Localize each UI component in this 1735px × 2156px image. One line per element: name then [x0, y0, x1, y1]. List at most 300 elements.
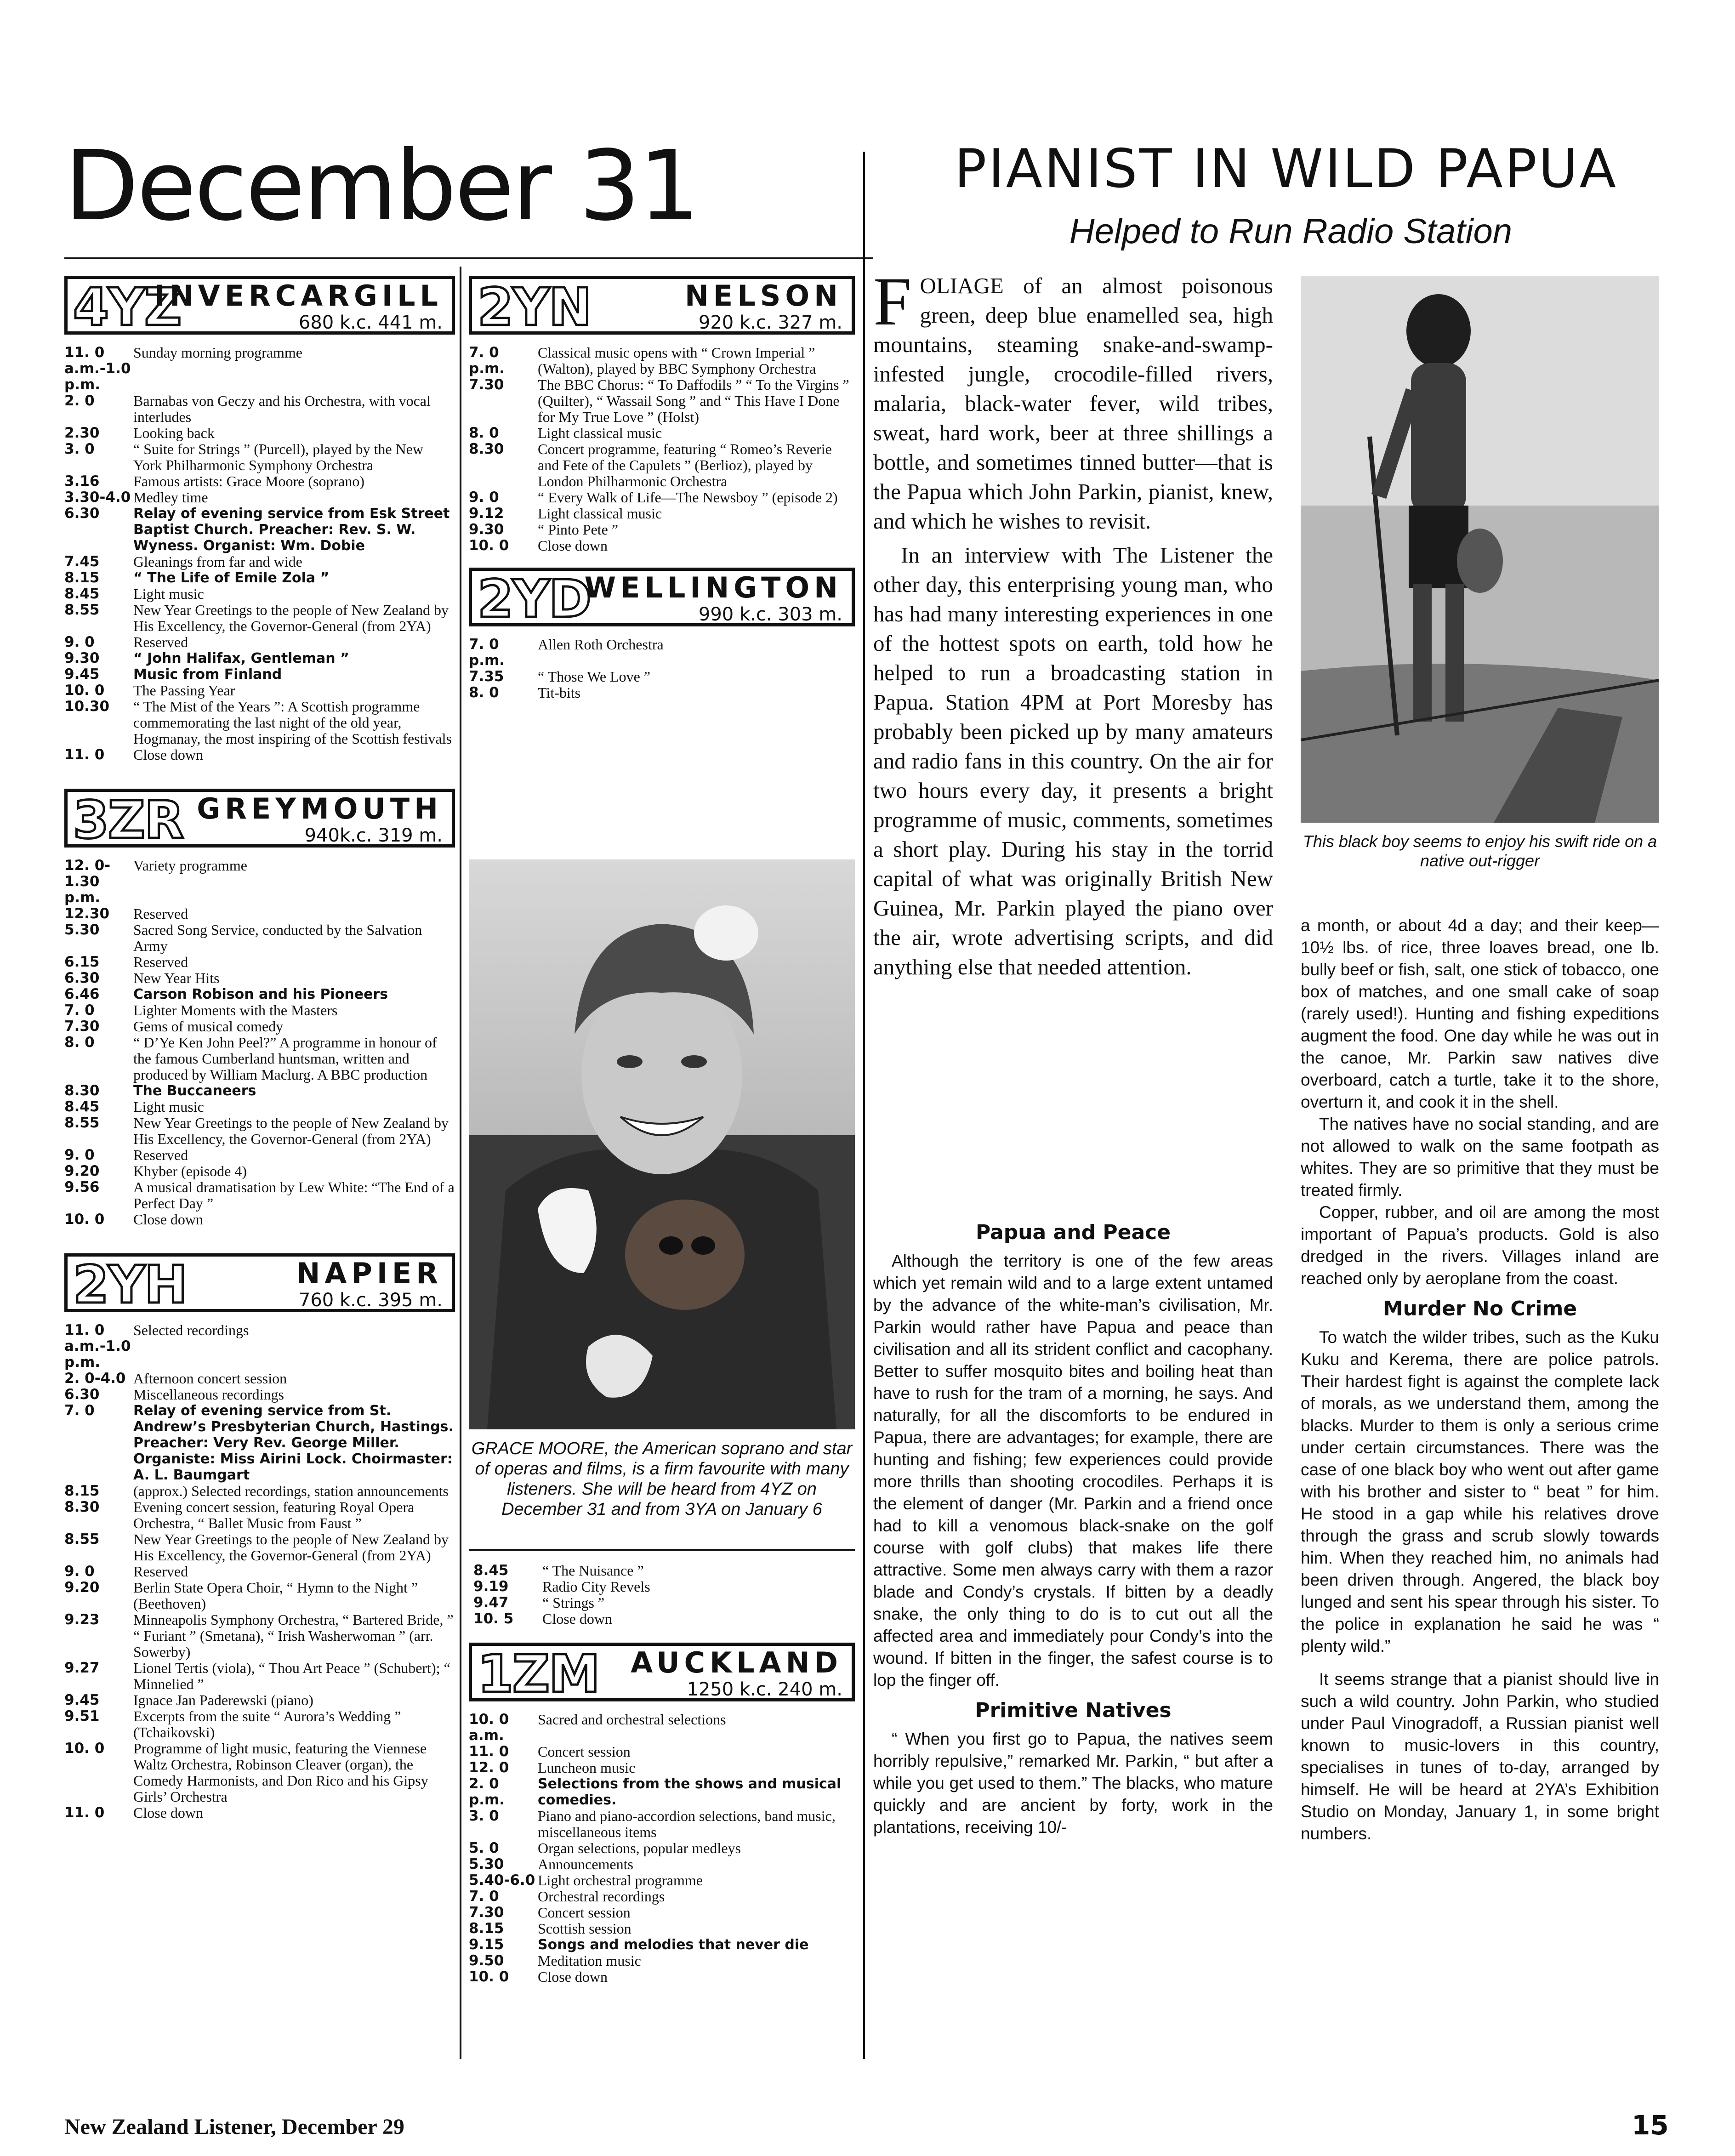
- schedule-time: 12. 0-1.30 p.m.: [64, 857, 111, 906]
- schedule-time: 11. 0: [469, 1743, 509, 1760]
- subheading-murder-no-crime: Murder No Crime: [1382, 1297, 1577, 1320]
- schedule-row: [469, 441, 855, 489]
- station-header-2yd: [469, 568, 855, 629]
- schedule-time: 8.15: [64, 1483, 100, 1499]
- schedule-row: [64, 1002, 455, 1018]
- schedule-item: Close down: [538, 537, 608, 554]
- schedule-time: 5. 0: [469, 1840, 499, 1856]
- schedule-row: [64, 1564, 455, 1580]
- schedule-time: 12. 0: [469, 1759, 509, 1776]
- schedule-row: [473, 1579, 844, 1595]
- schedule-item: “ The Life of Emile Zola ”: [133, 570, 330, 586]
- schedule-row: [64, 986, 455, 1002]
- schedule-time: 3. 0: [64, 441, 95, 457]
- grace-moore-photo-image: [469, 859, 855, 1429]
- schedule-row: [64, 954, 455, 970]
- schedule-time: 7. 0 p.m.: [469, 636, 505, 669]
- schedule-item: Close down: [542, 1610, 612, 1627]
- schedule-row: [64, 1741, 455, 1805]
- station-header-3zr: [64, 789, 455, 848]
- schedule-row: [64, 602, 455, 634]
- schedule-item: Reserved: [133, 905, 188, 922]
- schedule-item: Sunday morning programme: [133, 344, 302, 361]
- schedule-time: 8.30: [64, 1082, 100, 1099]
- schedule-item: Looking back: [133, 425, 215, 441]
- schedule-item: Allen Roth Orchestra: [538, 636, 664, 653]
- schedule-3zr: [64, 858, 455, 1228]
- schedule-time: 6.30: [64, 970, 100, 986]
- schedule-time: 6.30: [64, 505, 100, 522]
- frequency: 1250 k.c. 240 m.: [687, 1679, 842, 1700]
- schedule-time: 9.30: [469, 521, 504, 538]
- schedule-row: [469, 1889, 855, 1905]
- schedule-time: 8.55: [64, 1115, 100, 1131]
- schedule-time: 10. 0: [64, 1740, 105, 1757]
- article-headline: PIANIST IN WILD PAPUA: [954, 138, 1618, 200]
- schedule-item: Radio City Revels: [542, 1578, 650, 1595]
- schedule-row: [64, 970, 455, 986]
- schedule-item: Orchestral recordings: [538, 1888, 665, 1905]
- schedule-row: [469, 377, 855, 425]
- station-2yn: [469, 276, 855, 554]
- lead-paragraph-1: OLIAGE of an almost poisonous green, deep blue enamelled sea, high mountains, steaming snake-and-swamp-infested jungle, crocodile-filled rivers, malaria, black-water fever, wild tribes, sweat, hard work, beer at three shillings a bottle, and sometimes tinned butter—that is the Papua which John Parkin, pianist, knew, and which he wishes to revisit.: [873, 273, 1273, 534]
- schedule-item: Light classical music: [538, 505, 662, 522]
- paragraph-murder: To watch the wilder tribes, such as the Kuku Kuku and Kerema, there are police patrols. Their hardest fight is against the complete lack of morals, as we understand them, among the blacks. Murder to them is only a serious crime under certain circumstances. There was the case of one black boy who went out after game with his brother and sister to “ beat ” for him. He stood in a gap while his relatives drove through the grass and scrub slowly towards him. When they reached him, no animals had been driven through. Angered, the black boy lunged and sent his spear through his sister. To the police in explanation he said he was “ plenty wild.”: [1301, 1328, 1659, 1655]
- schedule-row: [64, 1322, 455, 1371]
- schedule-time: 9. 0: [64, 634, 95, 650]
- paragraph-continued-2: The natives have no social standing, and are not allowed to walk on the same footpath as whites. They are so primitive that they must be treated firmly.: [1301, 1115, 1659, 1200]
- schedule-time: 9.30: [64, 650, 100, 666]
- frequency: 920 k.c. 327 m.: [698, 312, 842, 333]
- schedule-item: Programme of light music, featuring the Viennese Waltz Orchestra, Robinson Cleaver (organ), the Comedy Harmonists, and Don Rico and his Gipsy Girls’ Orchestra: [133, 1740, 428, 1805]
- schedule-time: 9.47: [473, 1594, 509, 1611]
- station-header-1zm: [469, 1643, 855, 1704]
- schedule-item: Scottish session: [538, 1920, 631, 1937]
- schedule-item: Light music: [133, 1098, 204, 1115]
- schedule-time: 7. 0: [64, 1402, 95, 1419]
- station-2yh: [64, 1253, 455, 1821]
- schedule-time: 3. 0: [469, 1808, 499, 1824]
- schedule-item: Reserved: [133, 1563, 188, 1580]
- schedule-time: 6.15: [64, 954, 100, 970]
- grace-moore-photo: [469, 859, 855, 1429]
- schedule-item: Songs and melodies that never die: [538, 1937, 809, 1953]
- schedule-item: Close down: [133, 746, 203, 763]
- schedule-item: New Year Greetings to the people of New Zealand by His Excellency, the Governor-General (from 2YA): [133, 602, 449, 634]
- schedule-row: [64, 570, 455, 586]
- call-sign: 2YN: [478, 278, 591, 337]
- city-name: GREYMOUTH: [197, 792, 443, 825]
- schedule-row: [469, 1808, 855, 1840]
- call-sign: 1ZM: [478, 1644, 599, 1704]
- schedule-time: 9.51: [64, 1708, 100, 1724]
- schedule-time: 7.45: [64, 553, 100, 570]
- paragraph-natives: “ When you first go to Papua, the natives seem horribly repulsive,” remarked Mr. Parkin, “ but after a while you get used to them.” The blacks, who mature quickly and are ancient by forty, work in the plantations, receiving 10/-: [873, 1729, 1273, 1837]
- schedule-row: [473, 1595, 844, 1611]
- schedule-item: Announcements: [538, 1856, 633, 1872]
- schedule-item: Ignace Jan Paderewski (piano): [133, 1692, 313, 1708]
- schedule-time: 8.15: [64, 569, 100, 586]
- schedule-time: 9.27: [64, 1660, 100, 1676]
- schedule-item: (approx.) Selected recordings, station announcements: [133, 1483, 449, 1499]
- schedule-item: Luncheon music: [538, 1759, 636, 1776]
- schedule-item: Variety programme: [133, 857, 247, 874]
- column-1: [64, 276, 455, 1847]
- schedule-item: Music from Finland: [133, 666, 282, 683]
- schedule-item: “ John Halifax, Gentleman ”: [133, 650, 349, 666]
- schedule-time: 3.16: [64, 473, 100, 489]
- schedule-item: The Passing Year: [133, 682, 235, 699]
- schedule-row: [64, 1708, 455, 1741]
- schedule-row: [469, 1937, 855, 1953]
- schedule-time: 9. 0: [469, 489, 499, 506]
- schedule-time: 9.20: [64, 1163, 100, 1179]
- schedule-row: [64, 650, 455, 666]
- article-subhead: Helped to Run Radio Station: [1069, 212, 1512, 251]
- call-sign: 4YZ: [73, 278, 181, 337]
- schedule-time: 9.23: [64, 1611, 100, 1628]
- schedule-time: 11. 0: [64, 1804, 105, 1821]
- schedule-time: 9. 0: [64, 1147, 95, 1163]
- call-sign: 2YH: [73, 1255, 187, 1315]
- schedule-row: [64, 906, 455, 922]
- schedule-row: [64, 1099, 455, 1115]
- schedule-row: [64, 1115, 455, 1147]
- schedule-item: The BBC Chorus: “ To Daffodils ” “ To the Virgins ” (Quilter), “ Wassail Song ” and “ This Have I Done for My True Love ” (Holst): [538, 376, 849, 425]
- schedule-row: [469, 425, 855, 441]
- schedule-time: 7. 0: [64, 1002, 95, 1018]
- photo-caption: GRACE MOORE, the American soprano and star of operas and films, is a firm favourite with many listeners. She will be heard from 4YZ on December 31 and from 3YA on January 6: [471, 1439, 853, 1519]
- station-header-2yn: [469, 276, 855, 335]
- schedule-time: 11. 0 a.m.-1.0 p.m.: [64, 1322, 131, 1371]
- schedule-time: 9.45: [64, 1692, 100, 1708]
- column-2-bottom: [469, 1549, 855, 2011]
- city-name: AUCKLAND: [631, 1646, 842, 1679]
- schedule-item: Famous artists: Grace Moore (soprano): [133, 473, 364, 489]
- schedule-item: Close down: [133, 1804, 203, 1821]
- schedule-item: Selections from the shows and musical comedies.: [538, 1776, 842, 1808]
- schedule-time: 7.30: [469, 1904, 504, 1921]
- schedule-time: 6.46: [64, 986, 100, 1002]
- schedule-time: 7.30: [64, 1018, 100, 1035]
- page-date-heading: December 31: [64, 130, 698, 242]
- schedule-row: [64, 473, 455, 489]
- schedule-time: 12.30: [64, 905, 110, 922]
- schedule-row: [64, 1147, 455, 1163]
- schedule-time: 5.40-6.0: [469, 1872, 535, 1889]
- schedule-item: “ Every Walk of Life—The Newsboy ” (episode 2): [538, 489, 838, 506]
- schedule-row: [64, 1403, 455, 1483]
- schedule-time: 9. 0: [64, 1563, 95, 1580]
- schedule-row: [64, 1018, 455, 1035]
- schedule-item: Excerpts from the suite “ Aurora’s Wedding ” (Tchaikovski): [133, 1708, 401, 1741]
- schedule-row: [469, 669, 855, 685]
- schedule-row: [469, 1840, 855, 1856]
- schedule-2yh: [64, 1322, 455, 1821]
- schedule-time: 9.56: [64, 1179, 100, 1195]
- schedule-row: [64, 1660, 455, 1692]
- station-header-2yh: [64, 1253, 455, 1315]
- city-name: INVERCARGILL: [154, 279, 443, 313]
- schedule-row: [64, 1035, 455, 1083]
- schedule-time: 10. 0: [469, 537, 509, 554]
- schedule-time: 8. 0: [469, 425, 499, 441]
- schedule-2yn: [469, 345, 855, 554]
- native-boy-photo-image: [1301, 276, 1659, 823]
- paragraph-continued-3: Copper, rubber, and oil are among the most important of Papua’s products. Gold is also dredged in the rivers. Villages inland are reached only by aeroplane from the coast.: [1301, 1203, 1659, 1288]
- schedule-time: 5.30: [469, 1856, 504, 1872]
- schedule-time: 10. 5: [473, 1610, 514, 1627]
- caption-rule: [469, 1549, 855, 1551]
- native-boy-caption: This black boy seems to enjoy his swift ride on a native out-rigger: [1303, 832, 1657, 870]
- schedule-item: Medley time: [133, 489, 208, 506]
- schedule-item: New Year Hits: [133, 970, 220, 986]
- schedule-item: Meditation music: [538, 1952, 641, 1969]
- schedule-time: 2. 0-4.0: [64, 1370, 126, 1387]
- schedule-row: [469, 685, 855, 701]
- schedule-time: 7.35: [469, 668, 504, 685]
- schedule-time: 10. 0: [469, 1968, 509, 1985]
- column-rule-2: [863, 152, 865, 2059]
- schedule-time: 6.30: [64, 1386, 100, 1403]
- schedule-time: 7. 0: [469, 1888, 499, 1905]
- schedule-time: 7. 0 p.m.: [469, 344, 505, 377]
- schedule-item: Light classical music: [538, 425, 662, 441]
- schedule-row: [64, 747, 455, 763]
- schedule-time: 9.12: [469, 505, 504, 522]
- native-boy-photo: [1301, 276, 1659, 823]
- city-name: NELSON: [685, 279, 842, 313]
- article-column-4: [1301, 915, 1659, 1845]
- schedule-item: Barnabas von Geczy and his Orchestra, with vocal interludes: [133, 393, 431, 425]
- schedule-row: [64, 506, 455, 554]
- schedule-row: [469, 1744, 855, 1760]
- schedule-item: New Year Greetings to the people of New Zealand by His Excellency, the Governor-General (from 2YA): [133, 1115, 449, 1147]
- schedule-time: 8. 0: [469, 684, 499, 701]
- schedule-row: [469, 1856, 855, 1872]
- schedule-item: New Year Greetings to the people of New Zealand by His Excellency, the Governor-General (from 2YA): [133, 1531, 449, 1564]
- schedule-row: [64, 1483, 455, 1499]
- schedule-time: 8.15: [469, 1920, 504, 1937]
- schedule-row: [64, 345, 455, 393]
- schedule-item: Sacred Song Service, conducted by the Salvation Army: [133, 922, 422, 954]
- schedule-row: [64, 922, 455, 954]
- schedule-item: “ D’Ye Ken John Peel?” A programme in honour of the famous Cumberland huntsman, written and produced by William Maclurg. A BBC production: [133, 1034, 437, 1083]
- station-header-4yz: [64, 276, 455, 335]
- schedule-row: [469, 506, 855, 522]
- schedule-2yd-continued: [473, 1563, 844, 1627]
- schedule-row: [469, 1872, 855, 1889]
- schedule-time: 2.30: [64, 425, 100, 441]
- schedule-item: Selected recordings: [133, 1322, 249, 1338]
- schedule-time: 8.30: [469, 441, 504, 457]
- frequency: 940k.c. 319 m.: [304, 825, 443, 846]
- schedule-row: [64, 1083, 455, 1099]
- station-4yz: [64, 276, 455, 763]
- drop-cap: F: [873, 263, 912, 340]
- schedule-row: [64, 1371, 455, 1387]
- schedule-item: Gleanings from far and wide: [133, 553, 302, 570]
- schedule-row: [469, 1776, 855, 1808]
- footer-masthead: New Zealand Listener, December 29: [64, 2115, 404, 2139]
- schedule-row: [64, 683, 455, 699]
- schedule-time: 9.20: [64, 1579, 100, 1596]
- lead-paragraph-2: In an interview with The Listener the other day, this enterprising young man, who has had many interesting experiences in one of the hottest spots on earth, told how he helped to run a broadcasting station in Papua. Station 4PM at Port Moresby has probably been picked up by many amateurs and radio fans in this country. On the air for two hours every day, it presents a bright programme of music, comments, sometimes a short play. During his stay in the torrid capital of what was originally British New Guinea, Mr. Parkin played the piano over the air, wrote advertising scripts, and did anything else that needed attention.: [873, 542, 1273, 979]
- schedule-time: 10. 0: [64, 682, 105, 699]
- schedule-item: Close down: [538, 1968, 608, 1985]
- schedule-row: [64, 586, 455, 602]
- schedule-row: [64, 858, 455, 906]
- schedule-item: Organ selections, popular medleys: [538, 1840, 741, 1856]
- schedule-4yz: [64, 345, 455, 763]
- schedule-item: “ Strings ”: [542, 1594, 605, 1611]
- schedule-time: 3.30-4.0: [64, 489, 131, 506]
- schedule-item: “ The Nuisance ”: [542, 1562, 644, 1579]
- schedule-row: [64, 699, 455, 747]
- schedule-row: [64, 1580, 455, 1612]
- schedule-time: 8.55: [64, 1531, 100, 1547]
- schedule-item: “ The Mist of the Years ”: A Scottish programme commemorating the last night of the old year, Hogmanay, the most inspiring of the Scottish festivals: [133, 698, 452, 747]
- paragraph-continued-1: a month, or about 4d a day; and their keep—10½ lbs. of rice, three loaves bread, one lb. bully beef or fish, salt, one stick of tobacco, one box of matches, and one small cake of soap (rarely used!). Hunting and fishing expeditions augment the food. One day while he was out in the canoe, Mr. Parkin saw natives dive overboard, catch a turtle, take it to the shore, overturn it, and cook it in the shell.: [1301, 916, 1659, 1111]
- column-2-top: [469, 276, 855, 727]
- subheading-primitive-natives: Primitive Natives: [975, 1699, 1172, 1722]
- schedule-row: [64, 1387, 455, 1403]
- schedule-row: [64, 1692, 455, 1708]
- schedule-row: [64, 1612, 455, 1660]
- schedule-item: Berlin State Opera Choir, “ Hymn to the Night ” (Beethoven): [133, 1579, 418, 1612]
- schedule-row: [64, 666, 455, 683]
- schedule-item: Carson Robison and his Pioneers: [133, 986, 388, 1002]
- schedule-time: 9.19: [473, 1578, 509, 1595]
- schedule-time: 8.55: [64, 602, 100, 618]
- paragraph-peace: Although the territory is one of the few areas which yet remain wild and to a large extent untamed by the advance of the white-man’s civilisation, Mr. Parkin would rather have Papua and peace than civilisation and all its strident conflict and cacophany. Better to suffer mosquito bites and boiling heat than have to rush for the tram of a morning, he says. And naturally, for all the discomforts to be endured in Papua, there are advantages; for example, there are hunting and fishing; few experiences could provide more thrills than shooting crocodiles. Perhaps it is the element of danger (Mr. Parkin and a friend once had to kill a venomous black-snake on the golf course with golf clubs) that makes life there attractive. Some men always carry with them a razor blade and Condy’s crystals. If bitten by a deadly snake, the only thing to do is to cut out all the affected area and immediately pour Condy’s into the wound. If bitten in the finger, the safest course is to lop the finger off.: [873, 1252, 1273, 1690]
- schedule-item: Lighter Moments with the Masters: [133, 1002, 338, 1018]
- schedule-time: 7.30: [469, 376, 504, 393]
- top-rule: [64, 257, 873, 259]
- schedule-2yd: [469, 637, 855, 701]
- schedule-row: [469, 489, 855, 506]
- schedule-row: [469, 637, 855, 669]
- schedule-item: The Buccaneers: [133, 1083, 256, 1099]
- frequency: 760 k.c. 395 m.: [298, 1290, 443, 1311]
- schedule-time: 9.45: [64, 666, 100, 683]
- schedule-item: A musical dramatisation by Lew White: “The End of a Perfect Day ”: [133, 1179, 455, 1212]
- schedule-item: Lionel Tertis (viola), “ Thou Art Peace ” (Schubert); “ Minnelied ”: [133, 1660, 450, 1692]
- schedule-time: 9.15: [469, 1936, 504, 1953]
- schedule-item: Minneapolis Symphony Orchestra, “ Bartered Bride, ” “ Furiant ” (Smetana), “ Irish Washerwoman ” (arr. Sowerby): [133, 1611, 454, 1660]
- schedule-row: [64, 1212, 455, 1228]
- schedule-time: 9.50: [469, 1952, 504, 1969]
- schedule-item: Reserved: [133, 634, 188, 650]
- schedule-item: Reserved: [133, 954, 188, 970]
- city-name: WELLINGTON: [584, 571, 842, 604]
- schedule-item: Light music: [133, 586, 204, 602]
- schedule-item: Concert session: [538, 1904, 631, 1921]
- schedule-row: [64, 489, 455, 506]
- schedule-time: 2. 0 p.m.: [469, 1775, 505, 1808]
- schedule-row: [64, 634, 455, 650]
- schedule-item: “ Those We Love ”: [538, 668, 651, 685]
- article-lead: [873, 263, 1273, 986]
- schedule-item: Close down: [133, 1211, 203, 1228]
- schedule-item: Reserved: [133, 1147, 188, 1163]
- schedule-row: [64, 1163, 455, 1179]
- schedule-row: [64, 393, 455, 425]
- schedule-item: Concert session: [538, 1743, 631, 1760]
- schedule-item: Khyber (episode 4): [133, 1163, 247, 1179]
- city-name: NAPIER: [296, 1257, 443, 1290]
- call-sign: 2YD: [478, 569, 591, 629]
- schedule-row: [469, 538, 855, 554]
- paragraph-final: It seems strange that a pianist should live in such a wild country. John Parkin, who studied under Paul Vinogradoff, a Russian pianist well known to music-lovers in this country, specialises in tunes of to-day, arranged by himself. He will be heard at 2YA’s Exhibition Studio on Monday, January 1, in some bright numbers.: [1301, 1670, 1659, 1843]
- station-3zr: [64, 789, 455, 1228]
- schedule-row: [64, 441, 455, 473]
- schedule-time: 10. 0 a.m.: [469, 1711, 509, 1744]
- schedule-time: 8.30: [64, 1499, 100, 1515]
- schedule-item: Sacred and orchestral selections: [538, 1711, 726, 1728]
- column-rule-1: [460, 267, 461, 2059]
- schedule-time: 5.30: [64, 922, 100, 938]
- schedule-item: Evening concert session, featuring Royal Opera Orchestra, “ Ballet Music from Faust ”: [133, 1499, 415, 1531]
- schedule-item: Light orchestral programme: [538, 1872, 703, 1889]
- station-2yd: [469, 568, 855, 701]
- schedule-time: 8.45: [473, 1562, 509, 1579]
- schedule-item: Afternoon concert session: [133, 1370, 287, 1387]
- schedule-item: Tit-bits: [538, 684, 581, 701]
- schedule-time: 2. 0: [64, 393, 95, 409]
- schedule-time: 10. 0: [64, 1211, 105, 1228]
- schedule-row: [473, 1611, 844, 1627]
- schedule-time: 10.30: [64, 698, 110, 715]
- schedule-item: Classical music opens with “ Crown Imperial ” (Walton), played by BBC Symphony Orchestra: [538, 344, 816, 377]
- station-1zm: [469, 1643, 855, 1985]
- schedule-row: [64, 1805, 455, 1821]
- schedule-row: [469, 1969, 855, 1985]
- schedule-row: [469, 1760, 855, 1776]
- schedule-item: Relay of evening service from St. Andrew’s Presbyterian Church, Hastings. Preacher: Very Rev. George Miller. Organiste: Miss Airini Lock. Choirmaster: A. L. Baumgart: [133, 1403, 454, 1483]
- schedule-row: [64, 1531, 455, 1564]
- schedule-item: “ Suite for Strings ” (Purcell), played by the New York Philharmonic Symphony Orchestra: [133, 441, 423, 473]
- article-column-3: [873, 1213, 1273, 1838]
- schedule-row: [469, 522, 855, 538]
- page-number: 15: [1632, 2110, 1669, 2141]
- schedule-row: [64, 1179, 455, 1212]
- schedule-row: [469, 1712, 855, 1744]
- call-sign: 3ZR: [73, 791, 183, 850]
- schedule-time: 8. 0: [64, 1034, 95, 1051]
- schedule-time: 8.45: [64, 1098, 100, 1115]
- schedule-time: 8.45: [64, 586, 100, 602]
- schedule-item: Relay of evening service from Esk Street Baptist Church. Preacher: Rev. S. W. Wyness. Organist: Wm. Dobie: [133, 506, 450, 554]
- schedule-row: [64, 425, 455, 441]
- schedule-row: [64, 554, 455, 570]
- schedule-row: [64, 1499, 455, 1531]
- frequency: 680 k.c. 441 m.: [298, 312, 443, 333]
- schedule-time: 11. 0: [64, 746, 105, 763]
- schedule-item: Concert programme, featuring “ Romeo’s Reverie and Fete of the Capulets ” (Berlioz), played by London Philharmonic Orchestra: [538, 441, 832, 489]
- schedule-row: [469, 1905, 855, 1921]
- schedule-1zm: [469, 1712, 855, 1985]
- schedule-item: Miscellaneous recordings: [133, 1386, 284, 1403]
- subheading-papua-and-peace: Papua and Peace: [975, 1221, 1171, 1244]
- schedule-row: [469, 1953, 855, 1969]
- schedule-row: [473, 1563, 844, 1579]
- schedule-item: Piano and piano-accordion selections, band music, miscellaneous items: [538, 1808, 836, 1840]
- schedule-time: 11. 0 a.m.-1.0 p.m.: [64, 344, 131, 393]
- schedule-item: “ Pinto Pete ”: [538, 521, 619, 538]
- schedule-item: Gems of musical comedy: [133, 1018, 284, 1035]
- frequency: 990 k.c. 303 m.: [698, 604, 842, 625]
